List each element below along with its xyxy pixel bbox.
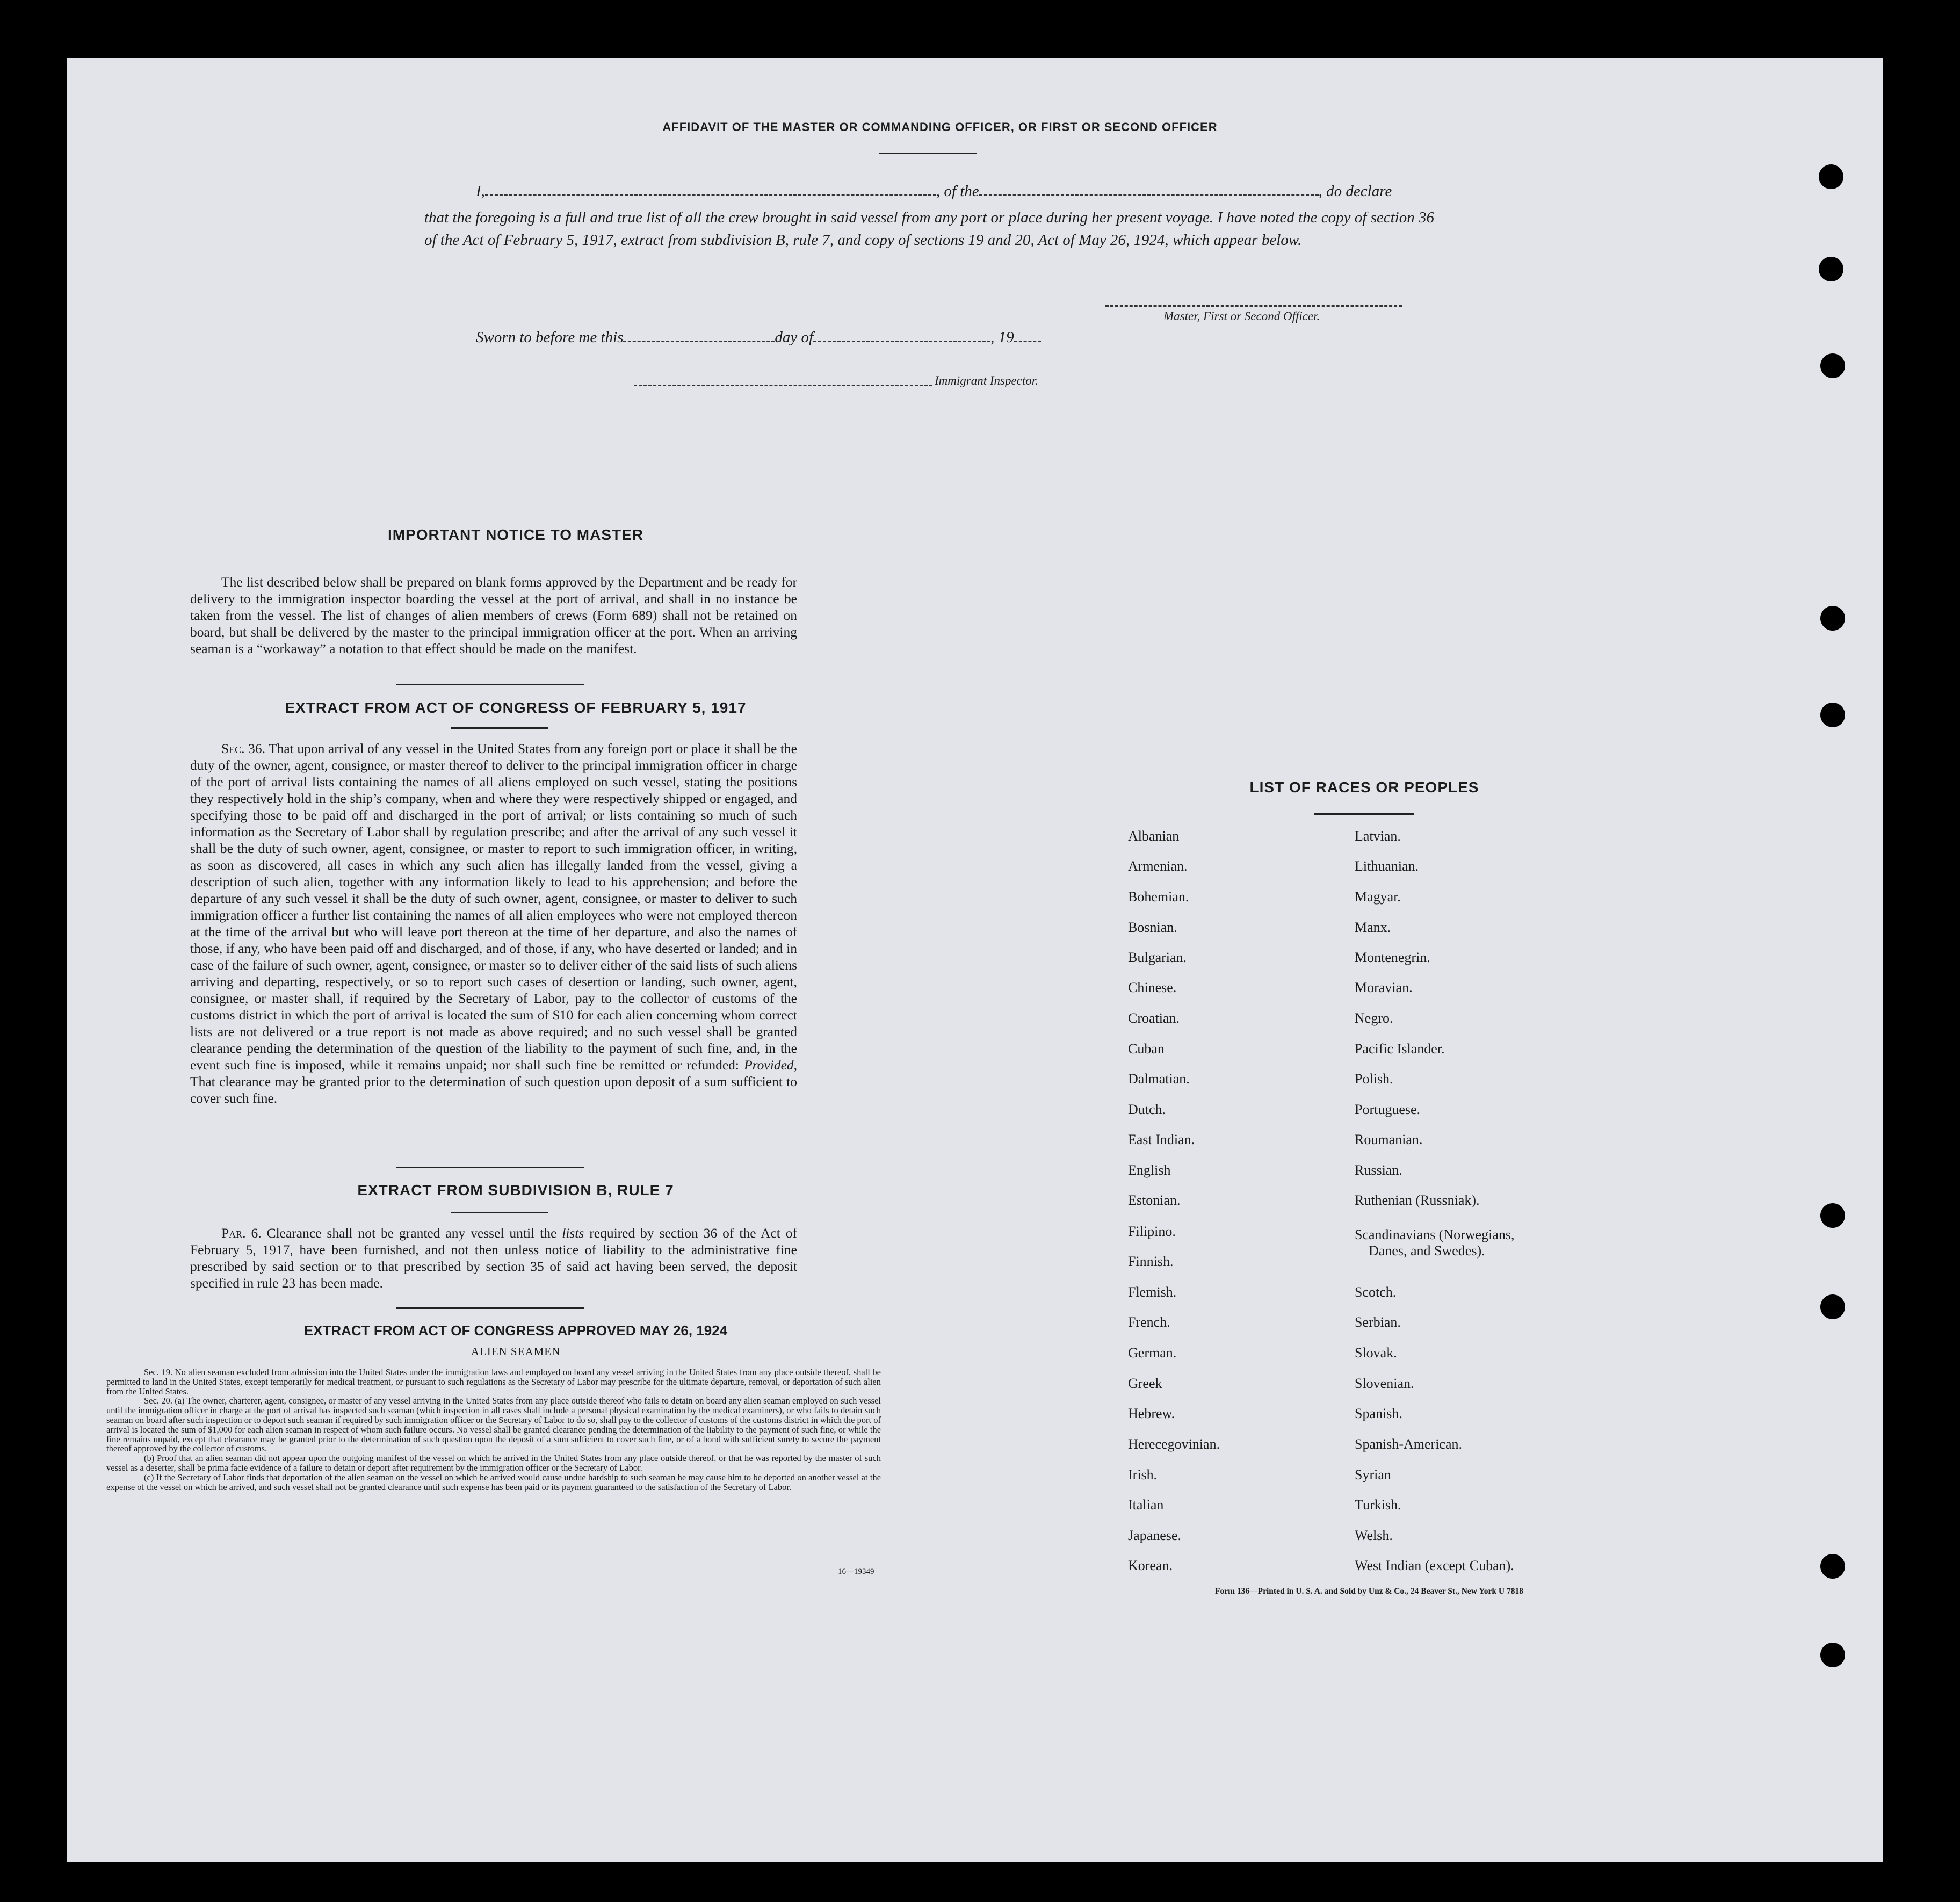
race-item: Spanish. (1355, 1406, 1402, 1421)
divider (1314, 813, 1414, 815)
race-item: Portuguese. (1355, 1102, 1421, 1117)
race-item: Latvian. (1355, 828, 1401, 844)
race-item: Serbian. (1355, 1314, 1401, 1330)
sec-19-text: Sec. 19. No alien seaman excluded from admission into the United States under the immigration laws and employed on board any vessel arriving in the United States from any place outside thereof, shall be permitted to land in the United States, except temporarily for medical treatment, or pursuant to such regulations as the Secretary of Labor may prescribe for the ultimate departure, removal, or deportation of such alien from the United States. (106, 1367, 881, 1397)
divider (396, 1167, 584, 1168)
race-item: Russian. (1355, 1162, 1402, 1178)
year-label: , 19 (990, 329, 1014, 346)
divider (451, 727, 548, 729)
race-item: Negro. (1355, 1010, 1393, 1026)
binder-hole (1820, 1294, 1845, 1319)
day-of-label: day of (775, 329, 814, 346)
race-item: Slovak. (1355, 1345, 1397, 1361)
lists-word: lists (562, 1225, 584, 1241)
form-code: 16—19349 (838, 1567, 874, 1576)
race-item: Finnish. (1128, 1254, 1174, 1269)
sec-20a-text: Sec. 20. (a) The owner, charterer, agent, consignee, or master of any vessel arriving in the United States from any place outside thereof who fails to detain on board any alien seaman employed on such vessel until the immigration officer in charge at the port of arrival has inspected such seaman (which inspection in all cases shall include a personal physical examination by the medical examiners), or who fails to detain such seaman on board after such inspection or to deport such seaman if required by such immigration officer or the Secretary of Labor to do so, shall pay to the collector of customs of the customs district in which the port of arrival is located the sum of $1,000 for each alien seaman in respect of whom such failure occurs. No vessel shall be granted clearance pending the determination of the liability to the payment of such fine, or while the fine remains unpaid, except that clearance may be granted prior to the determination of such question upon the deposit of a sum sufficient to cover such fine, or of a bond with sufficient surety to secure the payment thereof approved by the collector of customs. (106, 1395, 881, 1454)
race-item: East Indian. (1128, 1132, 1195, 1147)
binder-hole (1820, 1203, 1845, 1228)
race-item: Croatian. (1128, 1010, 1180, 1026)
printer-imprint: Form 136—Printed in U. S. A. and Sold by Unz & Co., 24 Beaver St., New York U 7818 (1215, 1587, 1523, 1596)
divider (396, 684, 584, 685)
inspector-line[interactable] (634, 385, 932, 386)
race-item: Magyar. (1355, 889, 1401, 905)
sworn-line (476, 329, 1041, 346)
notice-text: The list described below shall be prepared on blank forms approved by the Department and be ready for delivery to the immigration inspector boarding the vessel at the port of arrival, and shall in no instance be taken from the vessel. The list of changes of alien members of crews (Form 689) shall not be retained on board, but shall be delivered by the master to the principal immigration officer at the port. When an arriving seaman is a “workaway” a notation to that effect should be made on the manifest. (190, 574, 797, 656)
race-item: Flemish. (1128, 1284, 1177, 1300)
binder-hole (1820, 1554, 1845, 1579)
sec-36-tail: That clearance may be granted prior to the determination of such question upon deposit of a sum sufficient to cover such fine. (190, 1074, 797, 1106)
binder-hole (1820, 353, 1845, 378)
par-6-label: Par. 6. (221, 1225, 262, 1241)
binder-hole (1819, 164, 1843, 189)
rule7-text (190, 1225, 797, 1291)
race-item: German. (1128, 1345, 1177, 1361)
race-item: Ruthenian (Russniak). (1355, 1192, 1480, 1208)
name-blank[interactable] (485, 194, 936, 196)
rule7-title: EXTRACT FROM SUBDIVISION B, RULE 7 (357, 1182, 674, 1198)
race-item: Roumanian. (1355, 1132, 1423, 1147)
divider (879, 153, 977, 154)
affidavit-declaration-line (476, 183, 1432, 200)
race-item: Estonian. (1128, 1192, 1181, 1208)
divider (396, 1307, 584, 1309)
race-item: Slovenian. (1355, 1376, 1414, 1391)
sworn-month-blank[interactable] (813, 341, 990, 342)
sec-20b-text: (b) Proof that an alien seaman did not appear upon the outgoing manifest of the vessel on which he arrived in the United States from any place outside thereof, or that he was reported by the master of such vessel as a deserter, shall be prima facie evidence of a failure to detain or deport after requirement by the immigration officer or the Secretary of Labor. (106, 1453, 881, 1473)
provided-word: Provided, (744, 1057, 798, 1073)
rule7-text-b: required by section 36 of the Act of February 5, 1917, have been furnished, and not then unless notice of liability to the administrative fine prescribed by said section or to that prescribed by section 35 of said act having been served, the deposit specified in rule 23 has been made. (190, 1225, 798, 1291)
divider (451, 1212, 548, 1213)
race-item: Filipino. (1128, 1224, 1176, 1239)
races-title: LIST OF RACES OR PEOPLES (1249, 779, 1479, 795)
race-item: Danes, and Swedes). (1369, 1243, 1485, 1259)
race-item: Bosnian. (1128, 920, 1177, 935)
race-item: Japanese. (1128, 1528, 1181, 1543)
affidavit-title: AFFIDAVIT OF THE MASTER OR COMMANDING OFFICER, OR FIRST OR SECOND OFFICER (662, 120, 1218, 134)
race-item: Montenegrin. (1355, 950, 1430, 965)
i-label: I, (476, 183, 485, 200)
race-item: English (1128, 1162, 1171, 1178)
extract-1924-text (106, 1368, 881, 1492)
sworn-day-blank[interactable] (623, 341, 775, 342)
extract-1924-title: EXTRACT FROM ACT OF CONGRESS APPROVED MAY 26, 1924 (303, 1322, 728, 1339)
sec-20c-text: (c) If the Secretary of Labor finds that deportation of the alien seaman on the vessel on which he arrived would cause undue hardship to such seaman he may cause him to be deported on another vessel at the expense of the vessel on which he arrived, and such vessel shall not be granted clearance until such expense has been paid or its payment guaranteed to the satisfaction of the Secretary of Labor. (106, 1472, 881, 1492)
race-item: Turkish. (1355, 1497, 1401, 1513)
race-item: Italian (1128, 1497, 1164, 1513)
sec-36-body: That upon arrival of any vessel in the United States from any foreign port or place it shall be the duty of the owner, agent, consignee, or master thereof to deliver to the principal immigration officer in charge of the port of arrival lists containing the names of all aliens employed on such vessel, stating the positions they respectively hold in the ship’s company, when and where they were respectively shipped or engaged, and specifying those to be paid off and discharged in the port of arrival; or lists containing so much of such information as the Secretary of Labor shall by regulation prescribe; and after the arrival of any such vessel it shall be the duty of such owner, agent, consignee, or master to report to such immigration officer, in writing, as soon as discovered, all cases in which any such alien has illegally landed from the vessel, giving a description of such alien, together with any information likely to lead to his apprehension; and before the departure of any such vessel it shall be the duty of such owner, agent, consignee, or master to deliver to such immigration officer a further list containing the names of all alien employees who were not employed thereon at the time of the arrival but who will leave port thereon at the time of her departure, and also the names of those, if any, who have been paid off and discharged, and of those, if any, who have deserted or landed; and in case of the failure of such owner, agent, consignee, or master so to deliver either of the said lists of such aliens arriving and departing, respectively, or so to report such cases of desertion or landing, such owner, agent, consignee, or master shall, if required by the Secretary of Labor, pay to the collector of customs of the customs district in which the port of arrival is located the sum of $10 for each alien concerning whom correct lists are not delivered or a true report is not made as above required; and no such vessel shall be granted clearance pending the determination of the question of the liability to the payment of such fine, and, in the event such fine is imposed, while it remains unpaid; nor shall such fine be remitted or refunded: (190, 741, 797, 1073)
extract-1917-text (190, 740, 797, 1107)
race-item: Albanian (1128, 828, 1180, 844)
race-item: Manx. (1355, 920, 1391, 935)
race-item: Chinese. (1128, 980, 1177, 995)
sworn-year-blank[interactable] (1014, 341, 1041, 342)
race-item: Herecegovinian. (1128, 1436, 1220, 1452)
rule7-text-a: Clearance shall not be granted any vessel until the (266, 1225, 557, 1241)
vessel-blank[interactable] (979, 194, 1319, 196)
do-declare-label: , do declare (1318, 183, 1392, 200)
signature-line[interactable] (1105, 305, 1402, 307)
race-item: Cuban (1128, 1041, 1165, 1057)
sworn-label: Sworn to before me this (476, 329, 624, 346)
race-item: French. (1128, 1314, 1170, 1330)
binder-hole (1820, 606, 1845, 631)
race-item: Armenian. (1128, 858, 1188, 874)
notice-title: IMPORTANT NOTICE TO MASTER (387, 526, 644, 543)
race-item: Hebrew. (1128, 1406, 1175, 1421)
inspector-caption: Immigrant Inspector. (935, 374, 1038, 387)
binder-hole (1819, 257, 1843, 281)
race-item: Dutch. (1128, 1102, 1166, 1117)
signature-caption: Master, First or Second Officer. (1163, 309, 1320, 323)
race-item: Scotch. (1355, 1284, 1397, 1300)
race-item: Syrian (1355, 1467, 1391, 1482)
affidavit-text: that the foregoing is a full and true list of all the crew brought in said vessel from any port or place during her present voyage. I have noted the copy of section 36 of the Act of February 5, 1917, extract from subdivision B, rule 7, and copy of sections 19 and 20, Act of May 26, 1924, which appear below. (424, 209, 1434, 249)
race-item: Pacific Islander. (1355, 1041, 1445, 1057)
race-item: Bohemian. (1128, 889, 1189, 905)
binder-hole (1820, 703, 1845, 727)
race-item: Welsh. (1355, 1528, 1393, 1543)
of-the-label: , of the (936, 183, 979, 200)
race-item: Moravian. (1355, 980, 1413, 995)
race-item: Irish. (1128, 1467, 1158, 1482)
sec-36-label: Sec. 36. (221, 741, 265, 756)
race-item: Korean. (1128, 1558, 1173, 1573)
race-item: Scandinavians (Norwegians, (1355, 1227, 1515, 1242)
race-item: Greek (1128, 1376, 1162, 1391)
extract-1917-title: EXTRACT FROM ACT OF CONGRESS OF FEBRUARY 5, 1917 (285, 699, 747, 716)
binder-hole (1820, 1643, 1845, 1667)
race-item: Dalmatian. (1128, 1071, 1190, 1087)
race-item: Lithuanian. (1355, 858, 1419, 874)
race-item: West Indian (except Cuban). (1355, 1558, 1514, 1573)
alien-seamen-subtitle: ALIEN SEAMEN (471, 1345, 561, 1358)
race-item: Polish. (1355, 1071, 1393, 1087)
race-item: Spanish-American. (1355, 1436, 1463, 1452)
race-item: Bulgarian. (1128, 950, 1187, 965)
